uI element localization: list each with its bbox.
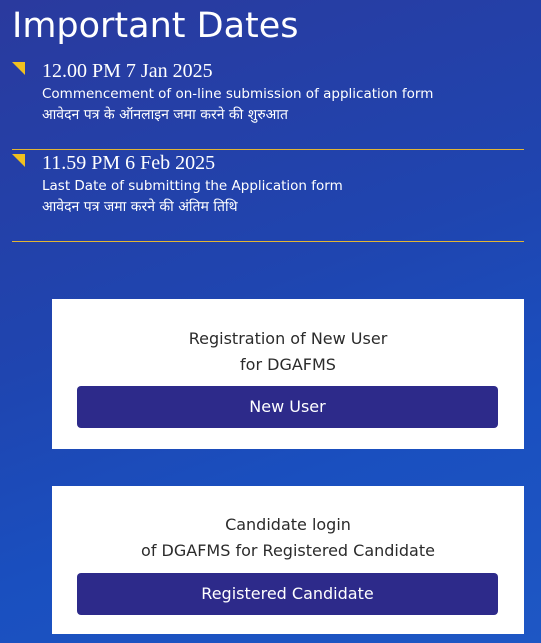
date-item-application-start [12, 58, 524, 150]
triangle-marker-icon [12, 62, 25, 75]
date-time: 11.59 PM 6 Feb 2025 [42, 152, 216, 174]
date-description-hindi: आवेदन पत्र के ऑनलाइन जमा करने की शुरुआत [42, 107, 288, 123]
card-heading-line: Registration of New User [188, 329, 388, 348]
date-description-english: Commencement of on-line submission of application form [42, 86, 434, 102]
date-time: 12.00 PM 7 Jan 2025 [42, 60, 213, 82]
card-heading-line: of DGAFMS for Registered Candidate [141, 541, 435, 560]
registered-candidate-button[interactable]: Registered Candidate [77, 573, 498, 615]
new-user-registration-card [52, 299, 524, 449]
important-dates-list [12, 58, 524, 242]
new-user-button[interactable]: New User [77, 386, 498, 428]
card-heading-line: Candidate login [225, 515, 351, 534]
triangle-marker-icon [12, 154, 25, 167]
card-heading [52, 512, 524, 564]
card-heading-line: for DGAFMS [240, 355, 336, 374]
date-description-hindi: आवेदन पत्र जमा करने की अंतिम तिथि [42, 199, 238, 215]
registered-candidate-login-card [52, 486, 524, 634]
important-dates-title: Important Dates [12, 6, 299, 46]
date-item-application-last-date [12, 150, 524, 242]
card-heading [52, 326, 524, 378]
date-description-english: Last Date of submitting the Application form [42, 178, 343, 194]
